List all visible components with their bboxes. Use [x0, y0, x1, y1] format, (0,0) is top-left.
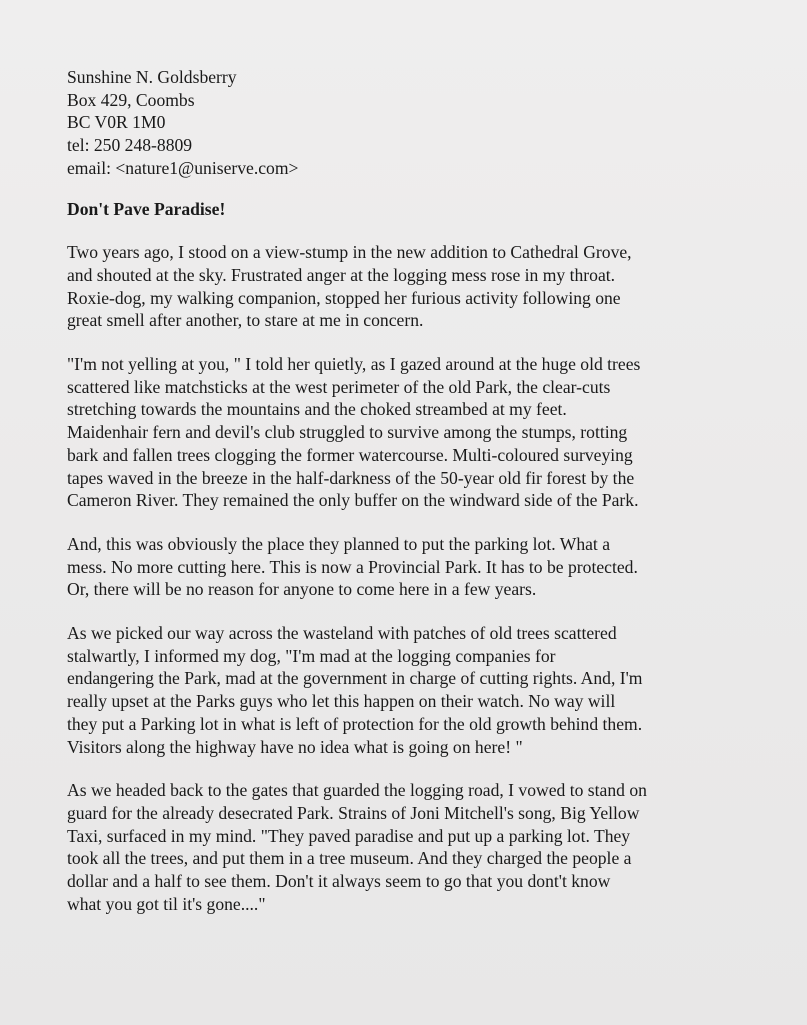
text-line: bark and fallen trees clogging the former watercourse. Multi-coloured surveying — [67, 444, 633, 465]
paragraph-2 — [67, 353, 747, 512]
text-line: Roxie-dog, my walking companion, stopped her furious activity following one — [67, 287, 621, 308]
text-line: took all the trees, and put them in a tree museum. And they charged the people a — [67, 848, 632, 869]
text-line: endangering the Park, mad at the government in charge of cutting rights. And, I'm — [67, 668, 643, 689]
paragraph-5 — [67, 779, 747, 915]
sender-email: email: <nature1@uniserve.com> — [67, 157, 299, 178]
text-line: mess. No more cutting here. This is now a Provincial Park. It has to be protected. — [67, 556, 638, 577]
text-line: And, this was obviously the place they planned to put the parking lot. What a — [67, 533, 611, 554]
sender-box: Box 429, Coombs — [67, 89, 195, 110]
sender-name: Sunshine N. Goldsberry — [67, 67, 237, 87]
text-line: what you got til it's gone...." — [67, 893, 266, 914]
text-line: scattered like matchsticks at the west perimeter of the old Park, the clear-cuts — [67, 376, 611, 397]
text-line: Cameron River. They remained the only buffer on the windward side of the Park. — [67, 490, 639, 511]
paragraph-1 — [67, 241, 747, 332]
text-line: great smell after another, to stare at me in concern. — [67, 310, 424, 331]
text-line: Taxi, surfaced in my mind. "They paved paradise and put up a parking lot. They — [67, 825, 631, 846]
paragraph-3 — [67, 533, 747, 601]
text-line: dollar and a half to see them. Don't it always seem to go that you dont't know — [67, 871, 611, 892]
text-line: As we picked our way across the wasteland with patches of old trees scattered — [67, 623, 617, 644]
text-line: As we headed back to the gates that guarded the logging road, I vowed to stand on — [67, 780, 647, 801]
sender-phone: tel: 250 248-8809 — [67, 135, 193, 156]
paragraph-4 — [67, 622, 747, 758]
text-line: stretching towards the mountains and the choked streambed at my feet. — [67, 399, 567, 420]
text-line: guard for the already desecrated Park. Strains of Joni Mitchell's song, Big Yellow — [67, 802, 640, 823]
sender-address — [67, 66, 747, 180]
text-line: really upset at the Parks guys who let this happen on their watch. No way will — [67, 691, 616, 712]
text-line: they put a Parking lot in what is left of protection for the old growth behind them. — [67, 713, 643, 734]
text-line: Maidenhair fern and devil's club struggled to survive among the stumps, rotting — [67, 422, 628, 443]
text-line: tapes waved in the breeze in the half-darkness of the 50-year old fir forest by the — [67, 467, 635, 488]
letter-title: Don't Pave Paradise! — [67, 198, 226, 219]
text-line: Two years ago, I stood on a view-stump in the new addition to Cathedral Grove, — [67, 242, 632, 263]
sender-postal: BC V0R 1M0 — [67, 112, 166, 133]
text-line: "I'm not yelling at you, " I told her quietly, as I gazed around at the huge old trees — [67, 354, 641, 375]
text-line: Visitors along the highway have no idea what is going on here! " — [67, 736, 523, 757]
text-line: Or, there will be no reason for anyone to come here in a few years. — [67, 579, 537, 600]
text-line: and shouted at the sky. Frustrated anger at the logging mess rose in my throat. — [67, 264, 616, 285]
text-line: stalwartly, I informed my dog, "I'm mad at the logging companies for — [67, 645, 556, 666]
